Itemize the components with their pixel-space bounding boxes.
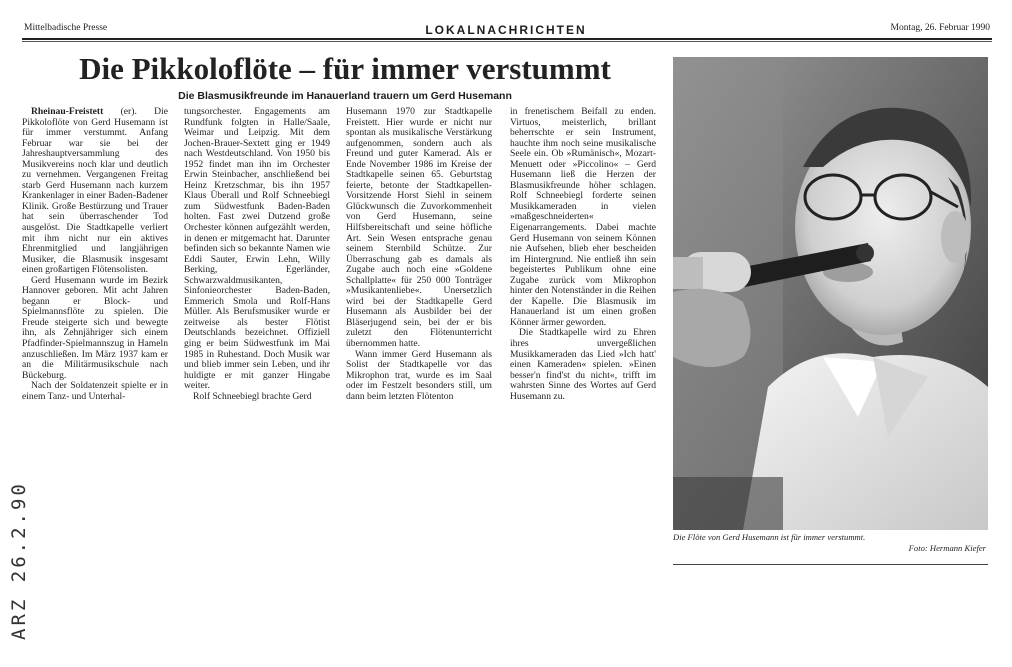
- paragraph: Husemann 1970 zur Stadtkapelle Freistett. Hier wurde er nicht nur spontan als musikalische Verstärkung aufgenommen, sondern auch als Freund und guter Kamerad. Als er Ende November 1986 im Kreise der Stadtkapelle seinen 65. Geburtstag feierte, betonte der Stadtkapellen-Vorsitzende Horst Siehl in seinem Glückwunsch die Zuvorkommenheit von Gerd Husemann, seine Hilfsbereitschaft und seine höfliche Art. Sein Wesen entsprache genau seinem Sternbild Schütze. Zur Überraschung gab es damals als Zugabe auch noch eine »Goldene Schallplatte« für 250 000 Tonträger »Musikantenliebe«. Unersetzlich wird bei der Stadtkapelle Gerd Husemann als Ausbilder bei der Bläserjugend sein, bei der er bis zuletzt den Flötenunterricht übernommen hatte.: [346, 107, 492, 350]
- paragraph: in frenetischem Beifall zu enden. Virtuos, meisterlich, brillant beherrschte er sein Instrument, hauchte ihm noch seine musikalische Seele ein. Ob »Rumänisch«, Mozart-Menuett oder »Piccolino« – Gerd Husemann ließ die Herzen der Blasmusikfreunde höher schlagen. Rolf Schneebiegl forderte seinen Musikkameraden in vielen »maßgeschneiderten« Eigenarrangements. Dabei machte Gerd Husemann von seinem Können nie Aufsehen, blieb eher bescheiden im Hintergrund. Nie entließ ihn sein begeistertes Publikum ohne eine Zugabe zurück vom Mikrophon hinter den Notenständer in die Reihen der Kapelle. Die Blasmusik im Hanauerland ist um einen großen Könner ärmer geworden.: [510, 107, 656, 328]
- paragraph: Gerd Husemann wurde im Bezirk Hannover geboren. Mit acht Jahren begann er Block- und Spielmannsflöte zu spielen. Die Freude steigerte sich und bewegte ihn, als Zehnjähriger sich einem Pfadfinder-Spielmannszug in Hameln anzuschließen. Im März 1937 kam er an die Militärmusikschule nach Bückeburg.: [22, 274, 168, 381]
- photo-flutist: [673, 57, 988, 530]
- caption-rule: [673, 564, 988, 565]
- handwritten-archive-note: [2, 481, 30, 640]
- publication-name: Mittelbadische Presse: [24, 23, 108, 33]
- paragraph: Die Stadtkapelle wird zu Ehren ihres unvergeßlichen Musikkameraden das Lied »Ich hatt' einen Kameraden« spielen. »Einen besser'n find'st du nicht«, trifft im wahrsten Sinne des Wortes auf Gerd Husemann zu.: [510, 327, 656, 402]
- paragraph: Nach der Soldatenzeit spielte er in einem Tanz- und Unterhal-: [22, 380, 168, 402]
- article-column-4: [510, 107, 656, 425]
- article-column-1: [22, 107, 168, 425]
- paragraph: tungsorchester. Engagements am Rundfunk folgten in Halle/Saale, Weimar und Leipzig. Mit dem Jochen-Brauer-Sextett ging er 1949 nach Westdeutschland. Von 1950 bis 1952 findet man ihn im Orchester Erwin Steinbacher, anschließend bei Heinz Kretzschmar, bis ihn 1957 Klaus Überall und Rolf Schneebiegl zum Südwestfunk Baden-Baden holten. Fast zwei Dutzend große Orchester können aufgezählt werden, in denen er mitgemacht hat. Darunter befinden sich so bekannte Namen wie Eddi Sauter, Erwin Lehn, Willy Berking, Egerländer, Schwarzwaldmusikanten, Sinfonieorchester Baden-Baden, Emmerich Smola und Rolf-Hans Müller. Als Berufsmusiker wurde er zeitweise als bester Flötist Deutschlands bezeichnet. Offiziell ging er beim Südwestfunk im Mai 1985 in Ruhestand. Doch Musik war und blieb immer sein Leben, und ihr huldigte er mit ganzer Hingabe weiter.: [184, 107, 330, 392]
- paragraph: Wann immer Gerd Husemann als Solist der Stadtkapelle vor das Mikrophon trat, wurde es im Saal oder im Festzelt besonders still, um dann beim letzten Flötenton: [346, 348, 492, 402]
- section-title: LOKALNACHRICHTEN: [425, 23, 587, 37]
- paragraph: [22, 107, 168, 276]
- caption-text: Die Flöte von Gerd Husemann ist für immer verstummt.: [673, 532, 866, 542]
- photo-illustration: [673, 57, 988, 530]
- article-column-3: [346, 107, 492, 425]
- article-column-2: [184, 107, 330, 425]
- photo-caption: [673, 532, 986, 554]
- photo-credit: Foto: Hermann Kiefer: [908, 543, 986, 553]
- header-rule-thin: [22, 41, 992, 42]
- subheadline: Die Blasmusikfreunde im Hanauerland trauern um Gerd Husemann: [178, 90, 512, 102]
- paragraph: Rolf Schneebiegl brachte Gerd: [193, 390, 312, 402]
- header-rule: [22, 38, 992, 40]
- issue-date: Montag, 26. Februar 1990: [890, 23, 990, 33]
- paragraph-text: (er). Die Pikkoloflöte von Gerd Husemann ist für immer verstummt. Anfang Februar war sie bei der Jahreshauptversammlung des Musikvereins noch klar und deutlich zu vernehmen. Vergangenen Freitag starb Gerd Husemann nach kurzem Krankenlager in einer Baden-Badener Klinik. Große Bestürzung und Trauer hat sein überraschender Tod ausgelöst. Die Stadtkapelle verliert mit ihm nicht nur ein aktives Ehrenmitglied und langjährigen Musiker, die Blasmusik insgesamt einen großartigen Flötensolisten.: [22, 107, 168, 276]
- headline: Die Pikkoloflöte – für immer verstummt: [79, 51, 611, 86]
- archive-note-text: ARZ 26.2.90: [8, 481, 30, 640]
- dateline: Rheinau-Freistett: [31, 107, 104, 117]
